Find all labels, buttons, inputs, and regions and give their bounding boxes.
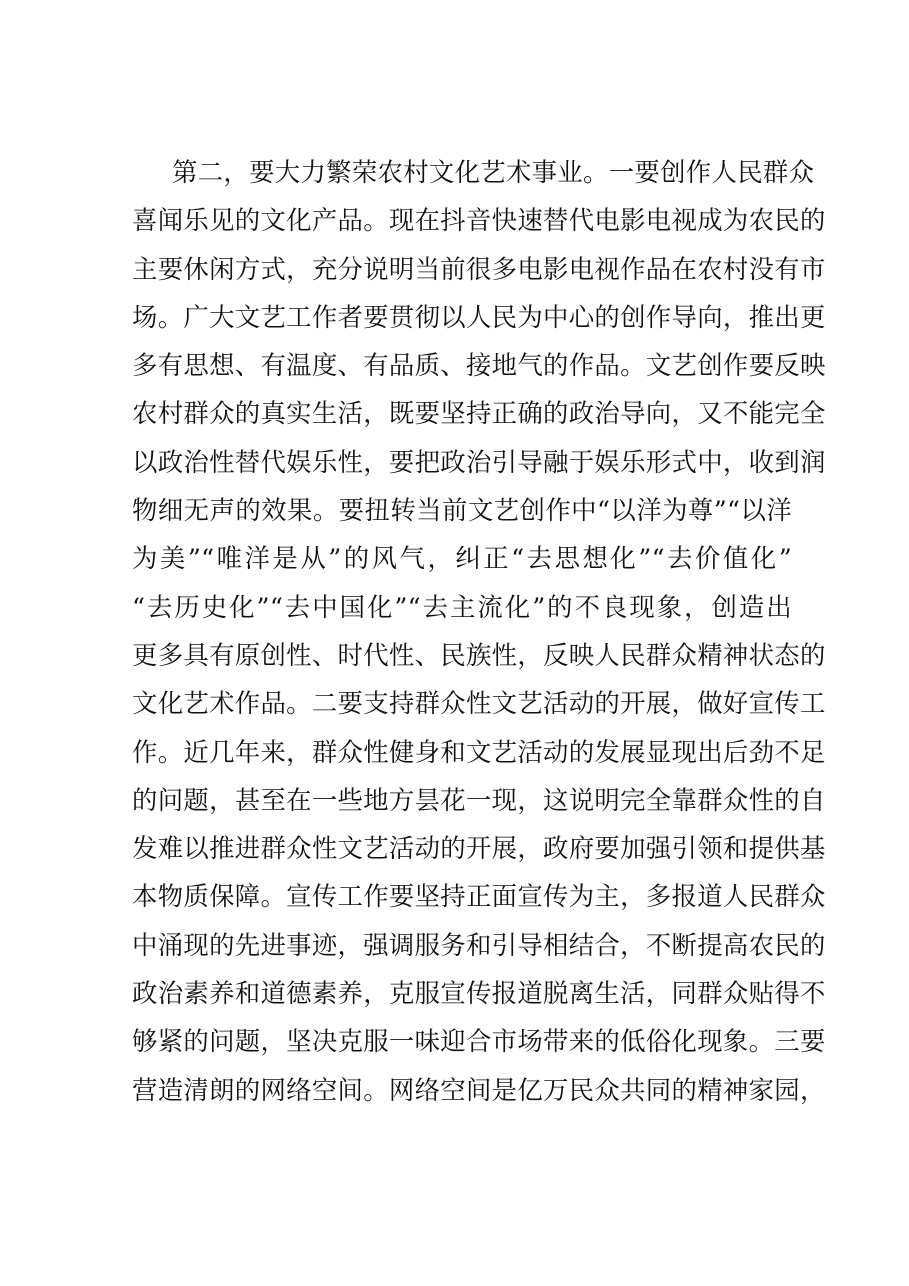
- paragraph-line: 主要休闲方式，充分说明当前很多电影电视作品在农村没有市: [132, 253, 826, 284]
- paragraph-line: 第二，要大力繁荣农村文化艺术事业。一要创作人民群众: [172, 157, 815, 187]
- paragraph-line: 以政治性替代娱乐性，要把政治引导融于娱乐形式中，收到润: [132, 446, 826, 477]
- paragraph-line: 多有思想、有温度、有品质、接地气的作品。文艺创作要反映: [132, 350, 826, 381]
- paragraph-line: 更多具有原创性、时代性、民族性，反映人民群众精神状态的: [132, 639, 826, 670]
- paragraph-line: 作。近几年来，群众性健身和文艺活动的发展显现出后劲不足: [132, 736, 826, 767]
- paragraph-line: 文化艺术作品。二要支持群众性文艺活动的开展，做好宣传工: [132, 688, 826, 719]
- paragraph-line: 本物质保障。宣传工作要坚持正面宣传为主，多报道人民群众: [132, 881, 826, 912]
- paragraph-line: 物细无声的效果。要扭转当前文艺创作中“以洋为尊”“以洋: [132, 495, 792, 526]
- paragraph-line: 场。广大文艺工作者要贯彻以人民为中心的创作导向，推出更: [132, 301, 826, 332]
- paragraph-line: 中涌现的先进事迹，强调服务和引导相结合，不断提高农民的: [132, 929, 826, 960]
- body-paragraph: [132, 148, 826, 1114]
- paragraph-line: 够紧的问题，坚决克服一味迎合市场带来的低俗化现象。三要: [132, 1026, 826, 1057]
- paragraph-line: “去历史化”“去中国化”“去主流化”的不良现象，创造出: [132, 591, 792, 622]
- paragraph-line: 发难以推进群众性文艺活动的开展，政府要加强引领和提供基: [132, 833, 826, 864]
- paragraph-line: 的问题，甚至在一些地方昙花一现，这说明完全靠群众性的自: [132, 784, 826, 815]
- paragraph-line: 农村群众的真实生活，既要坚持正确的政治导向，又不能完全: [132, 398, 826, 429]
- paragraph-line: 营造清朗的网络空间。网络空间是亿万民众共同的精神家园，: [132, 1074, 826, 1105]
- paragraph-line: 政治素养和道德素养，克服宣传报道脱离生活，同群众贴得不: [132, 978, 826, 1009]
- paragraph-line: 为美”“唯洋是从”的风气，纠正“去思想化”“去价值化”: [132, 543, 792, 574]
- paragraph-line: 喜闻乐见的文化产品。现在抖音快速替代电影电视成为农民的: [132, 205, 826, 236]
